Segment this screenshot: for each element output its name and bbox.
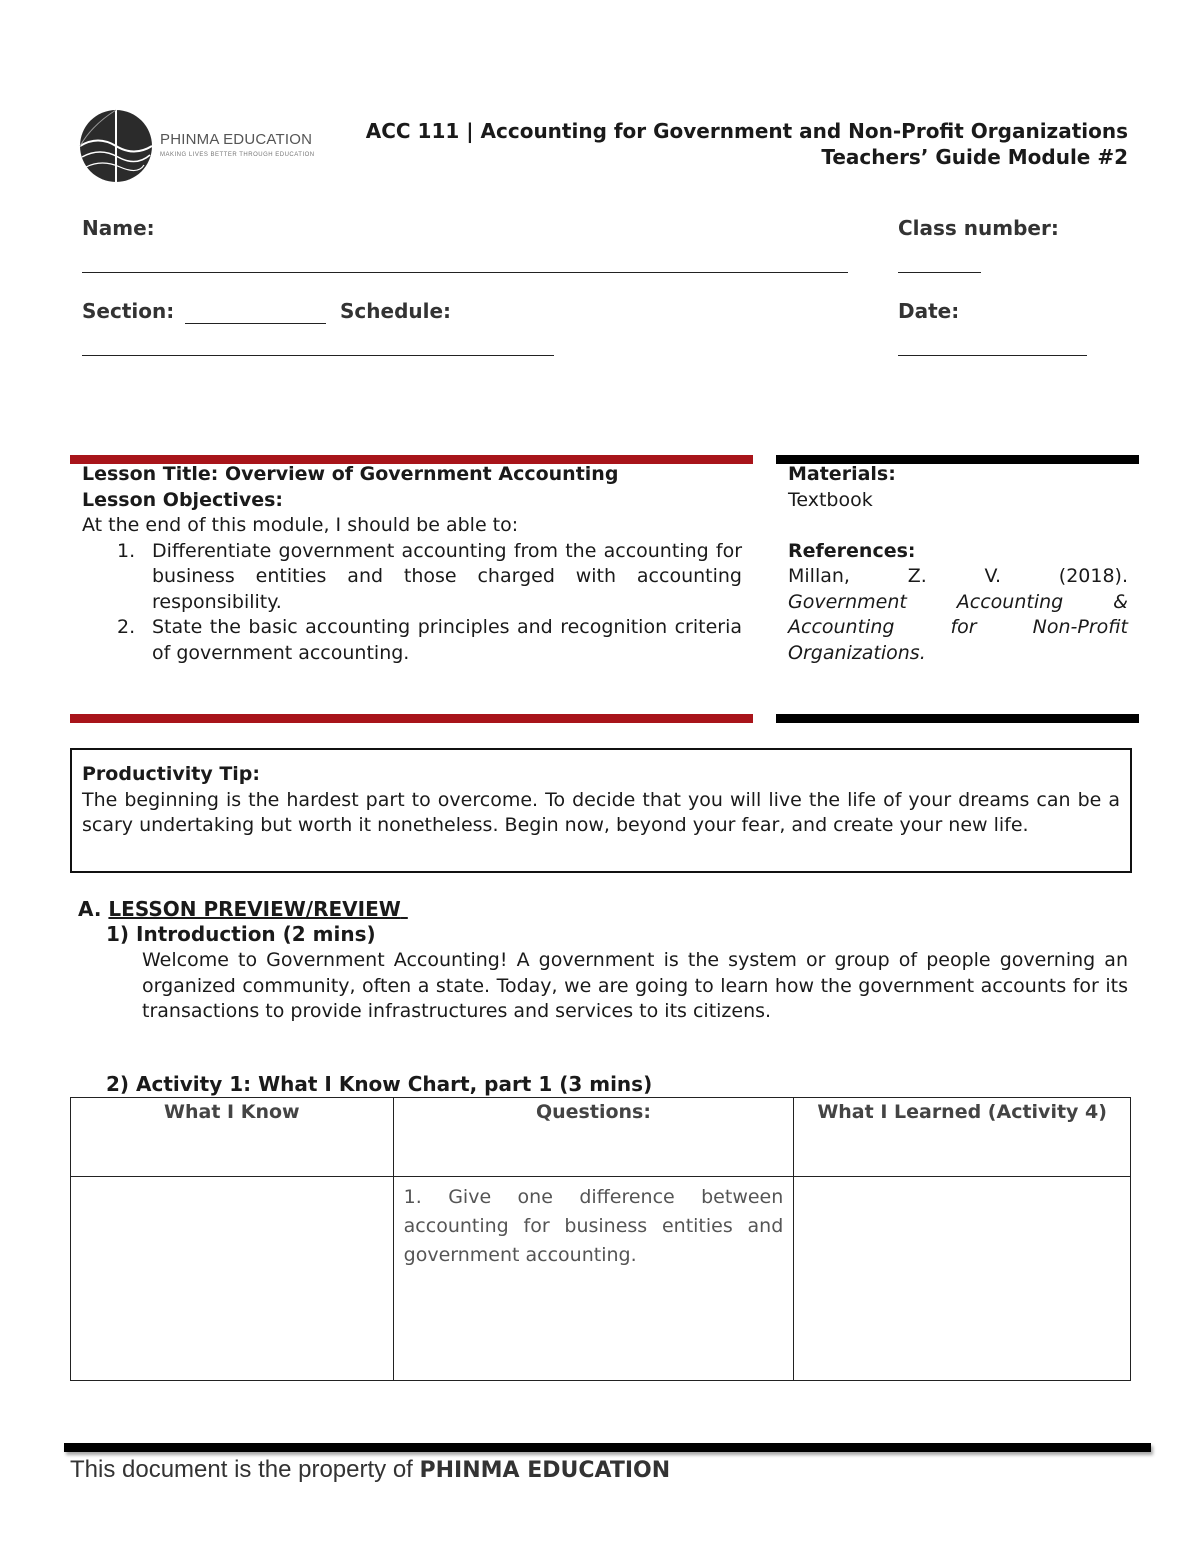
cell-what-i-know[interactable] bbox=[71, 1177, 394, 1381]
schedule-label: Schedule: bbox=[340, 299, 452, 323]
table-header-row bbox=[71, 1098, 1131, 1177]
objectives-list bbox=[82, 539, 742, 667]
materials-heading: Materials: bbox=[788, 463, 896, 485]
introduction-heading: 1) Introduction (2 mins) bbox=[106, 922, 376, 946]
section-letter: A. bbox=[78, 897, 102, 921]
what-i-know-chart bbox=[70, 1097, 1131, 1381]
productivity-tip-box bbox=[70, 748, 1132, 873]
tip-heading: Productivity Tip: bbox=[82, 763, 260, 785]
references-heading: References: bbox=[788, 539, 916, 562]
section-label: Section: bbox=[82, 299, 175, 323]
section-a-heading bbox=[78, 897, 408, 921]
objective-text: Differentiate government accounting from the accounting for business entities and those charged with accounting responsibility. bbox=[152, 539, 742, 613]
cell-question: 1. Give one difference between accounting for business entities and government accounting. bbox=[393, 1177, 794, 1381]
activity-heading: 2) Activity 1: What I Know Chart, part 1 (3 mins) bbox=[106, 1072, 653, 1096]
tip-text: The beginning is the hardest part to overcome. To decide that you will live the life of your dreams can be a scary undertaking but worth it nonetheless. Begin now, beyond your fear, and create your new life. bbox=[82, 788, 1120, 836]
objective-item bbox=[82, 539, 742, 616]
guide-title: Teachers’ Guide Module #2 bbox=[821, 145, 1128, 169]
objective-number: 1. bbox=[117, 539, 136, 562]
section-line[interactable] bbox=[185, 323, 326, 324]
objective-text: State the basic accounting principles and recognition criteria of government accounting. bbox=[152, 616, 742, 664]
objectives-intro: At the end of this module, I should be able to: bbox=[82, 514, 519, 536]
lesson-panel bbox=[82, 462, 742, 666]
header-what-i-know: What I Know bbox=[71, 1098, 394, 1177]
logo-tagline: MAKING LIVES BETTER THROUGH EDUCATION bbox=[160, 152, 315, 158]
objective-item bbox=[82, 615, 742, 666]
objective-number: 2. bbox=[117, 616, 136, 638]
introduction-text: Welcome to Government Accounting! A government is the system or group of people governing an organized community, often a state. Today, we are going to learn how the government accounts for its transactions to provide infrastructures and services to its citizens. bbox=[142, 949, 1128, 1022]
materials-item: Textbook bbox=[788, 488, 873, 511]
reference-author: Millan, Z. V. (2018). bbox=[788, 565, 1128, 587]
table-row bbox=[71, 1177, 1131, 1381]
course-title: ACC 111 | Accounting for Government and Non-Profit Organizations bbox=[365, 119, 1128, 143]
materials-panel bbox=[788, 462, 1128, 666]
reference-title: Government Accounting & Accounting for Non-Profit Organizations. bbox=[788, 590, 1128, 664]
lesson-title: Lesson Title: Overview of Government Accounting bbox=[82, 463, 619, 485]
reference-entry bbox=[788, 564, 1128, 666]
name-line[interactable] bbox=[82, 272, 848, 273]
date-label: Date: bbox=[898, 299, 960, 323]
footer-note bbox=[70, 1456, 670, 1484]
objectives-heading: Lesson Objectives: bbox=[82, 488, 283, 511]
class-number-label: Class number: bbox=[898, 216, 1059, 240]
lesson-bottom-bar bbox=[70, 714, 753, 723]
header-what-i-learned: What I Learned (Activity 4) bbox=[794, 1098, 1131, 1177]
date-line[interactable] bbox=[898, 355, 1087, 356]
class-number-line[interactable] bbox=[898, 272, 981, 273]
footer-text: This document is the property of bbox=[70, 1456, 420, 1483]
cell-what-i-learned[interactable] bbox=[794, 1177, 1131, 1381]
schedule-line[interactable] bbox=[82, 355, 554, 356]
materials-bottom-bar bbox=[776, 714, 1139, 723]
footer-bar bbox=[64, 1443, 1151, 1452]
footer-brand: PHINMA EDUCATION bbox=[419, 1458, 671, 1483]
name-label: Name: bbox=[82, 216, 155, 240]
header-questions: Questions: bbox=[393, 1098, 794, 1177]
globe-logo-icon bbox=[74, 105, 154, 187]
section-title: LESSON PREVIEW/REVIEW bbox=[108, 897, 401, 921]
logo-name: PHINMA EDUCATION bbox=[160, 131, 313, 148]
